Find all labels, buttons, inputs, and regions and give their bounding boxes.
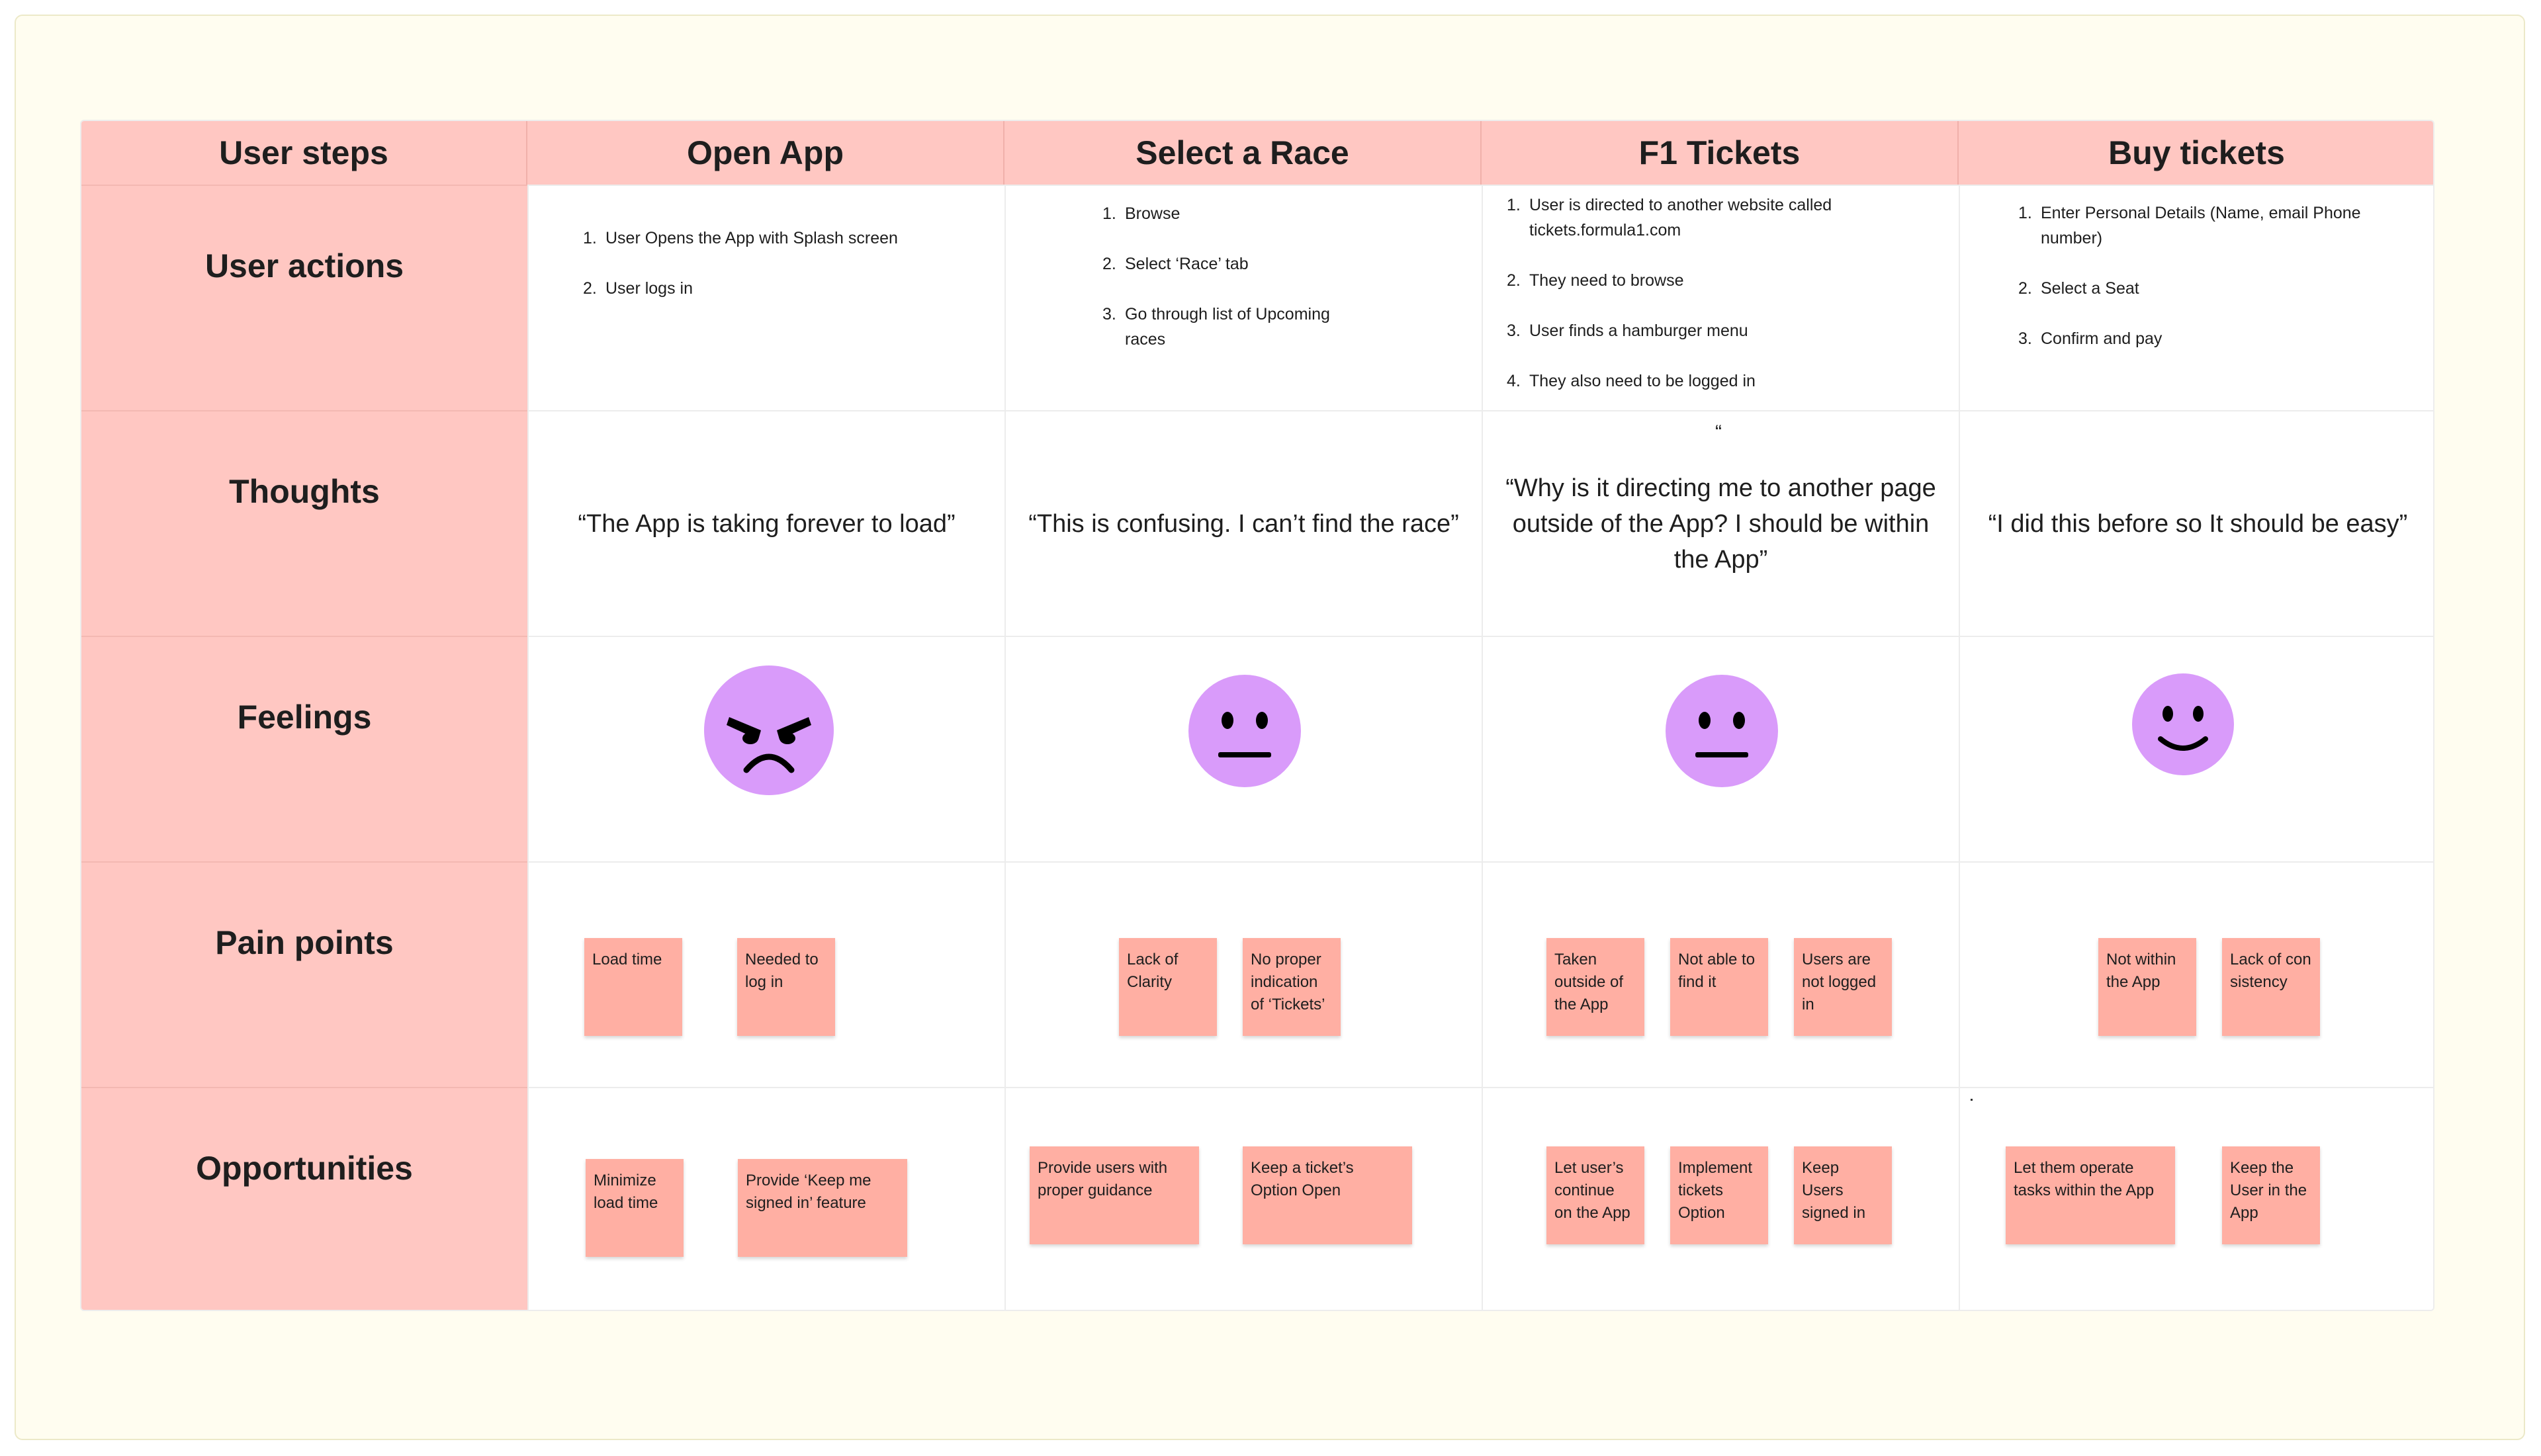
header-step-buy-tickets: Buy tickets	[1959, 121, 2434, 185]
opportunity-cell-open-app	[527, 1087, 1004, 1311]
thought-cell-f1-tickets	[1482, 410, 1959, 636]
sticky-note[interactable]: Let them operate tasks within the App	[2006, 1146, 2175, 1244]
pain-cell-open-app	[527, 861, 1004, 1087]
action-item: 2. User logs in	[583, 279, 693, 298]
header-step-f1-tickets: F1 Tickets	[1482, 121, 1959, 185]
thought-cell-select-race	[1004, 410, 1482, 636]
thought-text: “Why is it directing me to another page outside of the App? I should be within the App”	[1505, 474, 1936, 574]
user-journey-map	[80, 120, 2434, 1311]
feeling-cell-f1-tickets	[1482, 636, 1959, 861]
sticky-note[interactable]: Lack of consistency	[2222, 938, 2320, 1036]
sticky-note[interactable]: Not within the App	[2098, 938, 2196, 1036]
opportunity-cell-buy-tickets	[1959, 1087, 2434, 1311]
action-item: 1. Browse	[1102, 204, 1181, 223]
opportunity-cell-select-race	[1004, 1087, 1482, 1311]
sticky-note[interactable]: Not able to find it	[1670, 938, 1768, 1036]
pain-cell-f1-tickets	[1482, 861, 1959, 1087]
row-label-user-actions: User actions	[81, 185, 527, 410]
sticky-note[interactable]: Let user’s continue on the App	[1546, 1146, 1644, 1244]
action-item: 3. Confirm and pay	[2018, 329, 2162, 348]
sticky-note[interactable]: Lack of Clarity	[1119, 938, 1217, 1036]
row-label-opportunities: Opportunities	[81, 1087, 527, 1311]
stray-dot	[1971, 1099, 1973, 1101]
sticky-note[interactable]: Users are not logged in	[1794, 938, 1892, 1036]
sticky-note[interactable]: Needed to log in	[737, 938, 835, 1036]
sticky-note[interactable]: Provide users with proper guidance	[1030, 1146, 1199, 1244]
stray-quote-mark: “	[1715, 421, 1722, 443]
row-label-feelings: Feelings	[81, 636, 527, 861]
action-item: 3. User finds a hamburger menu	[1507, 321, 1748, 340]
thought-text: “This is confusing. I can’t find the race”	[1028, 509, 1459, 538]
sticky-note[interactable]: No proper indication of ‘Tickets’	[1243, 938, 1341, 1036]
header-user-steps: User steps	[81, 121, 527, 185]
neutral-face-icon	[1665, 674, 1779, 788]
feeling-cell-select-race	[1004, 636, 1482, 861]
action-item: 2. Select a Seat	[2018, 279, 2139, 298]
thought-cell-open-app	[527, 410, 1004, 636]
actions-cell-f1-tickets	[1482, 185, 1959, 410]
opportunity-cell-f1-tickets	[1482, 1087, 1959, 1311]
pain-cell-select-race	[1004, 861, 1482, 1087]
action-item: 1. User Opens the App with Splash screen	[583, 229, 898, 247]
sticky-note[interactable]: Implement tickets Option	[1670, 1146, 1768, 1244]
action-item: 4. They also need to be logged in	[1507, 372, 1756, 390]
row-label-pain-points: Pain points	[81, 861, 527, 1087]
actions-cell-open-app	[527, 185, 1004, 410]
sticky-note[interactable]: Keep Users signed in	[1794, 1146, 1892, 1244]
thought-text: “I did this before so It should be easy”	[1988, 509, 2408, 538]
smiling-face-icon	[2131, 673, 2235, 776]
sticky-note[interactable]: Minimize load time	[586, 1159, 684, 1257]
actions-list	[2018, 200, 2362, 376]
actions-list	[583, 226, 954, 326]
action-item: 1. User is directed to another website called tickets.formula1.com	[1507, 196, 1832, 239]
thought-cell-buy-tickets	[1959, 410, 2434, 636]
neutral-face-icon	[1188, 674, 1302, 788]
header-step-open-app: Open App	[527, 121, 1004, 185]
actions-list	[1102, 201, 1354, 377]
action-item: 2. They need to browse	[1507, 271, 1684, 290]
action-item: 3. Go through list of Upcoming races	[1102, 305, 1330, 349]
angry-face-icon	[703, 664, 835, 796]
actions-cell-buy-tickets	[1959, 185, 2434, 410]
header-step-select-race: Select a Race	[1004, 121, 1482, 185]
action-item: 2. Select ‘Race’ tab	[1102, 255, 1249, 273]
actions-cell-select-race	[1004, 185, 1482, 410]
row-label-thoughts: Thoughts	[81, 410, 527, 636]
sticky-note[interactable]: Load time	[584, 938, 682, 1036]
sticky-note[interactable]: Keep a ticket’s Option Open	[1243, 1146, 1412, 1244]
feeling-cell-open-app	[527, 636, 1004, 861]
feeling-cell-buy-tickets	[1959, 636, 2434, 861]
pain-cell-buy-tickets	[1959, 861, 2434, 1087]
actions-list	[1507, 193, 1877, 419]
sticky-note[interactable]: Provide ‘Keep me signed in’ feature	[738, 1159, 907, 1257]
action-item: 1. Enter Personal Details (Name, email Phone number)	[2018, 204, 2361, 247]
sticky-note[interactable]: Taken outside of the App	[1546, 938, 1644, 1036]
thought-text: “The App is taking forever to load”	[578, 509, 956, 538]
sticky-note[interactable]: Keep the User in the App	[2222, 1146, 2320, 1244]
